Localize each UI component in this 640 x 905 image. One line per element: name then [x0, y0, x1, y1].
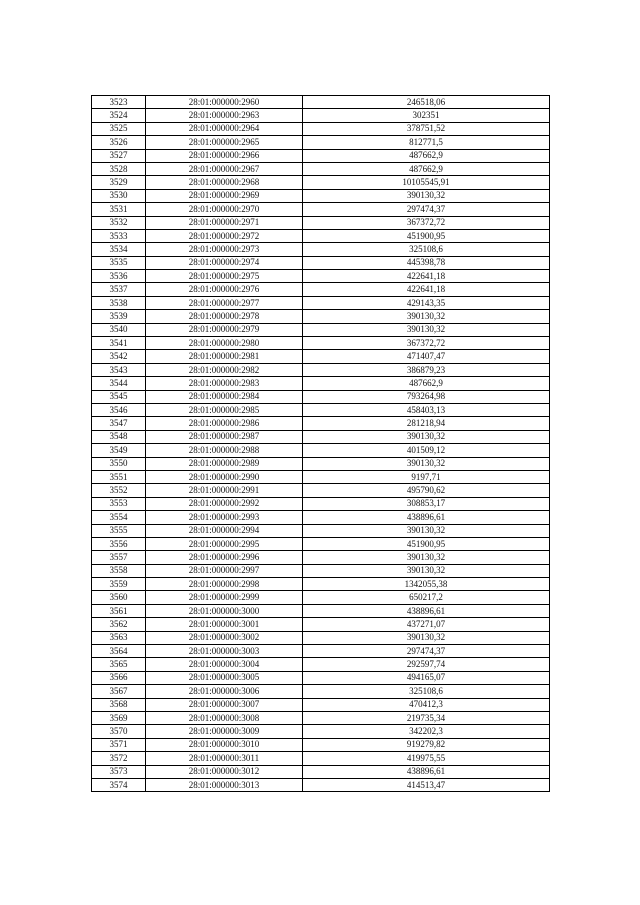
row-number-cell: 3559	[92, 578, 146, 591]
table-row	[92, 203, 550, 216]
value-cell: 471407,47	[303, 350, 550, 363]
value-cell: 390130,32	[303, 457, 550, 470]
cadastral-number-cell: 28:01:000000:2979	[146, 323, 303, 336]
row-number-cell: 3565	[92, 658, 146, 671]
table-row	[92, 390, 550, 403]
table-row	[92, 323, 550, 336]
value-cell: 390130,32	[303, 323, 550, 336]
cadastral-number-cell: 28:01:000000:2978	[146, 310, 303, 323]
row-number-cell: 3542	[92, 350, 146, 363]
row-number-cell: 3532	[92, 216, 146, 229]
row-number-cell: 3546	[92, 403, 146, 416]
row-number-cell: 3558	[92, 564, 146, 577]
row-number-cell: 3557	[92, 551, 146, 564]
value-cell: 812771,5	[303, 136, 550, 149]
value-cell: 470412,3	[303, 698, 550, 711]
row-number-cell: 3551	[92, 470, 146, 483]
table-row	[92, 711, 550, 724]
value-cell: 650217,2	[303, 591, 550, 604]
cadastral-number-cell: 28:01:000000:2987	[146, 430, 303, 443]
value-cell: 378751,52	[303, 122, 550, 135]
cadastral-number-cell: 28:01:000000:2984	[146, 390, 303, 403]
cadastral-number-cell: 28:01:000000:2993	[146, 511, 303, 524]
cadastral-number-cell: 28:01:000000:3013	[146, 778, 303, 791]
cadastral-table	[91, 95, 550, 792]
value-cell: 793264,98	[303, 390, 550, 403]
row-number-cell: 3556	[92, 537, 146, 550]
row-number-cell: 3540	[92, 323, 146, 336]
value-cell: 297474,37	[303, 203, 550, 216]
row-number-cell: 3553	[92, 497, 146, 510]
cadastral-number-cell: 28:01:000000:2999	[146, 591, 303, 604]
cadastral-number-cell: 28:01:000000:2966	[146, 149, 303, 162]
cadastral-number-cell: 28:01:000000:3008	[146, 711, 303, 724]
table-row	[92, 578, 550, 591]
cadastral-number-cell: 28:01:000000:2974	[146, 256, 303, 269]
row-number-cell: 3528	[92, 162, 146, 175]
row-number-cell: 3524	[92, 109, 146, 122]
cadastral-number-cell: 28:01:000000:3007	[146, 698, 303, 711]
cadastral-number-cell: 28:01:000000:2996	[146, 551, 303, 564]
row-number-cell: 3523	[92, 96, 146, 109]
table-row	[92, 216, 550, 229]
value-cell: 437271,07	[303, 618, 550, 631]
row-number-cell: 3567	[92, 685, 146, 698]
cadastral-number-cell: 28:01:000000:3003	[146, 645, 303, 658]
value-cell: 386879,23	[303, 363, 550, 376]
table-row	[92, 698, 550, 711]
cadastral-number-cell: 28:01:000000:2992	[146, 497, 303, 510]
table-row	[92, 725, 550, 738]
row-number-cell: 3554	[92, 511, 146, 524]
table-row	[92, 765, 550, 778]
value-cell: 390130,32	[303, 551, 550, 564]
cadastral-number-cell: 28:01:000000:2973	[146, 243, 303, 256]
table-row	[92, 778, 550, 791]
value-cell: 419975,55	[303, 752, 550, 765]
cadastral-number-cell: 28:01:000000:2967	[146, 162, 303, 175]
table-row	[92, 430, 550, 443]
cadastral-number-cell: 28:01:000000:2963	[146, 109, 303, 122]
table-row	[92, 337, 550, 350]
row-number-cell: 3549	[92, 444, 146, 457]
value-cell: 297474,37	[303, 645, 550, 658]
cadastral-number-cell: 28:01:000000:2988	[146, 444, 303, 457]
table-row	[92, 122, 550, 135]
value-cell: 308853,17	[303, 497, 550, 510]
value-cell: 429143,35	[303, 296, 550, 309]
cadastral-number-cell: 28:01:000000:2986	[146, 417, 303, 430]
row-number-cell: 3548	[92, 430, 146, 443]
table-row	[92, 417, 550, 430]
row-number-cell: 3537	[92, 283, 146, 296]
cadastral-number-cell: 28:01:000000:2980	[146, 337, 303, 350]
value-cell: 325108,6	[303, 685, 550, 698]
table-row	[92, 738, 550, 751]
table-row	[92, 685, 550, 698]
cadastral-number-cell: 28:01:000000:2969	[146, 189, 303, 202]
row-number-cell: 3536	[92, 270, 146, 283]
table-row	[92, 752, 550, 765]
table-row	[92, 645, 550, 658]
value-cell: 487662,9	[303, 377, 550, 390]
table-row	[92, 671, 550, 684]
row-number-cell: 3560	[92, 591, 146, 604]
table-row	[92, 270, 550, 283]
cadastral-number-cell: 28:01:000000:3010	[146, 738, 303, 751]
value-cell: 487662,9	[303, 162, 550, 175]
row-number-cell: 3552	[92, 484, 146, 497]
cadastral-number-cell: 28:01:000000:2997	[146, 564, 303, 577]
row-number-cell: 3526	[92, 136, 146, 149]
cadastral-number-cell: 28:01:000000:3000	[146, 604, 303, 617]
table-row	[92, 176, 550, 189]
table-row	[92, 377, 550, 390]
row-number-cell: 3563	[92, 631, 146, 644]
cadastral-number-cell: 28:01:000000:2977	[146, 296, 303, 309]
value-cell: 438896,61	[303, 511, 550, 524]
cadastral-number-cell: 28:01:000000:3002	[146, 631, 303, 644]
cadastral-number-cell: 28:01:000000:2964	[146, 122, 303, 135]
value-cell: 390130,32	[303, 430, 550, 443]
value-cell: 414513,47	[303, 778, 550, 791]
value-cell: 458403,13	[303, 403, 550, 416]
value-cell: 390130,32	[303, 189, 550, 202]
row-number-cell: 3570	[92, 725, 146, 738]
cadastral-number-cell: 28:01:000000:3005	[146, 671, 303, 684]
cadastral-number-cell: 28:01:000000:2982	[146, 363, 303, 376]
table-row	[92, 310, 550, 323]
value-cell: 342202,3	[303, 725, 550, 738]
row-number-cell: 3535	[92, 256, 146, 269]
cadastral-number-cell: 28:01:000000:2972	[146, 229, 303, 242]
value-cell: 495790,62	[303, 484, 550, 497]
row-number-cell: 3543	[92, 363, 146, 376]
row-number-cell: 3539	[92, 310, 146, 323]
value-cell: 390130,32	[303, 524, 550, 537]
row-number-cell: 3568	[92, 698, 146, 711]
value-cell: 302351	[303, 109, 550, 122]
value-cell: 367372,72	[303, 216, 550, 229]
value-cell: 325108,6	[303, 243, 550, 256]
row-number-cell: 3545	[92, 390, 146, 403]
row-number-cell: 3562	[92, 618, 146, 631]
table-row	[92, 497, 550, 510]
table-row	[92, 243, 550, 256]
table-row	[92, 189, 550, 202]
cadastral-number-cell: 28:01:000000:2989	[146, 457, 303, 470]
value-cell: 246518,06	[303, 96, 550, 109]
cadastral-number-cell: 28:01:000000:3012	[146, 765, 303, 778]
table-row	[92, 564, 550, 577]
cadastral-number-cell: 28:01:000000:3001	[146, 618, 303, 631]
table-row	[92, 604, 550, 617]
cadastral-number-cell: 28:01:000000:2976	[146, 283, 303, 296]
value-cell: 451900,95	[303, 537, 550, 550]
row-number-cell: 3566	[92, 671, 146, 684]
row-number-cell: 3534	[92, 243, 146, 256]
table-row	[92, 524, 550, 537]
table-row	[92, 591, 550, 604]
row-number-cell: 3541	[92, 337, 146, 350]
row-number-cell: 3561	[92, 604, 146, 617]
cadastral-number-cell: 28:01:000000:3009	[146, 725, 303, 738]
table-row	[92, 511, 550, 524]
cadastral-number-cell: 28:01:000000:2994	[146, 524, 303, 537]
table-row	[92, 109, 550, 122]
cadastral-number-cell: 28:01:000000:2985	[146, 403, 303, 416]
value-cell: 451900,95	[303, 229, 550, 242]
value-cell: 390130,32	[303, 564, 550, 577]
cadastral-number-cell: 28:01:000000:2965	[146, 136, 303, 149]
cadastral-number-cell: 28:01:000000:2975	[146, 270, 303, 283]
table-row	[92, 96, 550, 109]
table-row	[92, 296, 550, 309]
row-number-cell: 3527	[92, 149, 146, 162]
table-row	[92, 229, 550, 242]
cadastral-number-cell: 28:01:000000:2983	[146, 377, 303, 390]
cadastral-number-cell: 28:01:000000:2960	[146, 96, 303, 109]
cadastral-number-cell: 28:01:000000:2998	[146, 578, 303, 591]
value-cell: 422641,18	[303, 283, 550, 296]
table-row	[92, 618, 550, 631]
cadastral-number-cell: 28:01:000000:2968	[146, 176, 303, 189]
value-cell: 487662,9	[303, 149, 550, 162]
value-cell: 390130,32	[303, 631, 550, 644]
value-cell: 9197,71	[303, 470, 550, 483]
value-cell: 438896,61	[303, 765, 550, 778]
table-row	[92, 283, 550, 296]
cadastral-number-cell: 28:01:000000:2990	[146, 470, 303, 483]
table-row	[92, 457, 550, 470]
value-cell: 367372,72	[303, 337, 550, 350]
table-row	[92, 149, 550, 162]
value-cell: 10105545,91	[303, 176, 550, 189]
value-cell: 422641,18	[303, 270, 550, 283]
table-row	[92, 136, 550, 149]
table-row	[92, 470, 550, 483]
value-cell: 390130,32	[303, 310, 550, 323]
value-cell: 494165,07	[303, 671, 550, 684]
row-number-cell: 3531	[92, 203, 146, 216]
table-row	[92, 162, 550, 175]
row-number-cell: 3555	[92, 524, 146, 537]
value-cell: 1342055,38	[303, 578, 550, 591]
row-number-cell: 3547	[92, 417, 146, 430]
row-number-cell: 3529	[92, 176, 146, 189]
row-number-cell: 3533	[92, 229, 146, 242]
table-row	[92, 363, 550, 376]
value-cell: 438896,61	[303, 604, 550, 617]
row-number-cell: 3530	[92, 189, 146, 202]
cadastral-number-cell: 28:01:000000:2971	[146, 216, 303, 229]
value-cell: 281218,94	[303, 417, 550, 430]
table-row	[92, 484, 550, 497]
cadastral-number-cell: 28:01:000000:2991	[146, 484, 303, 497]
row-number-cell: 3550	[92, 457, 146, 470]
row-number-cell: 3564	[92, 645, 146, 658]
row-number-cell: 3572	[92, 752, 146, 765]
table-row	[92, 256, 550, 269]
value-cell: 445398,78	[303, 256, 550, 269]
table-row	[92, 403, 550, 416]
row-number-cell: 3525	[92, 122, 146, 135]
cadastral-number-cell: 28:01:000000:3006	[146, 685, 303, 698]
table-body	[92, 96, 550, 792]
cadastral-number-cell: 28:01:000000:3004	[146, 658, 303, 671]
row-number-cell: 3573	[92, 765, 146, 778]
value-cell: 219735,34	[303, 711, 550, 724]
cadastral-number-cell: 28:01:000000:2970	[146, 203, 303, 216]
row-number-cell: 3569	[92, 711, 146, 724]
table-row	[92, 658, 550, 671]
row-number-cell: 3538	[92, 296, 146, 309]
value-cell: 292597,74	[303, 658, 550, 671]
table-row	[92, 350, 550, 363]
row-number-cell: 3544	[92, 377, 146, 390]
value-cell: 919279,82	[303, 738, 550, 751]
cadastral-number-cell: 28:01:000000:2995	[146, 537, 303, 550]
cadastral-number-cell: 28:01:000000:3011	[146, 752, 303, 765]
table-row	[92, 537, 550, 550]
row-number-cell: 3571	[92, 738, 146, 751]
table-row	[92, 631, 550, 644]
table-row	[92, 551, 550, 564]
value-cell: 401509,12	[303, 444, 550, 457]
table-row	[92, 444, 550, 457]
row-number-cell: 3574	[92, 778, 146, 791]
cadastral-number-cell: 28:01:000000:2981	[146, 350, 303, 363]
